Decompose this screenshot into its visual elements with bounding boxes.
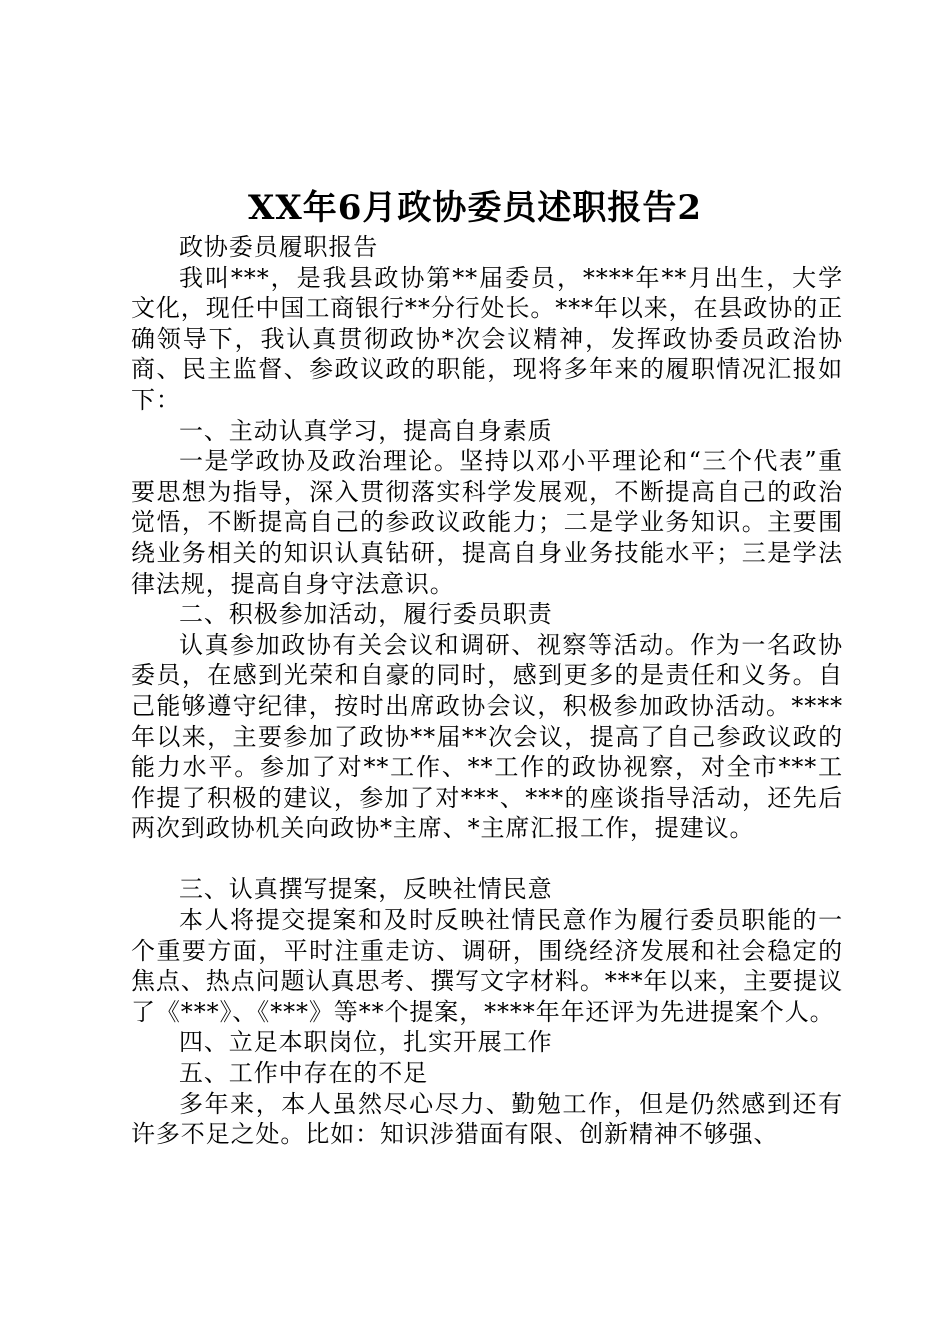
blank-line [131, 844, 843, 875]
section-paragraph-1: 一是学政协及政治理论。坚持以邓小平理论和“三个代表”重要思想为指导，深入贯彻落实科学发展观，不断提高自己的政治觉悟，不断提高自己的参政议政能力；二是学业务知识。主要围绕业务相关的知识认真钻研，提高自身业务技能水平；三是学法律法规，提高自身守法意识。 [131, 447, 843, 598]
section-heading-4: 四、立足本职岗位，扎实开展工作 [179, 1028, 553, 1057]
section-heading-5: 五、工作中存在的不足 [179, 1059, 428, 1088]
report-subtitle: 政协委员履职报告 [179, 233, 379, 261]
intro-paragraph: 我叫***，是我县政协第**届委员，****年**月出生，大学文化，现任中国工商银行**分行处长。***年以来，在县政协的正确领导下，我认真贯彻政协*次会议精神，发挥政协委员政治协商、民主监督、参政议政的职能，现将多年来的履职情况汇报如下： [131, 263, 843, 414]
section-heading-2: 二、积极参加活动，履行委员职责 [179, 600, 553, 629]
section-heading-1: 一、主动认真学习，提高自身素质 [179, 416, 553, 445]
document-title: XX年6月政协委员述职报告2 [247, 188, 703, 228]
section-paragraph-2: 认真参加政协有关会议和调研、视察等活动。作为一名政协委员，在感到光荣和自豪的同时，感到更多的是责任和义务。自己能够遵守纪律，按时出席政协会议，积极参加政协活动。****年以来，主要参加了政协**届**次会议，提高了自己参政议政的能力水平。参加了对**工作、**工作的政协视察，对全市***工作提了积极的建议，参加了对***、***的座谈指导活动，还先后两次到政协机关向政协*主席、*主席汇报工作，提建议。 [131, 630, 843, 843]
section-paragraph-3: 本人将提交提案和及时反映社情民意作为履行委员职能的一个重要方面，平时注重走访、调研，围绕经济发展和社会稳定的焦点、热点问题认真思考、撰写文字材料。***年以来，主要提议了《***》、《***》等**个提案，****年年还评为先进提案个人。 [131, 906, 843, 1026]
document-body [131, 232, 843, 1150]
section-paragraph-5: 多年来，本人虽然尽心尽力、勤勉工作，但是仍然感到还有许多不足之处。比如：知识涉猎面有限、创新精神不够强、 [131, 1089, 843, 1149]
section-heading-3: 三、认真撰写提案，反映社情民意 [179, 875, 553, 904]
